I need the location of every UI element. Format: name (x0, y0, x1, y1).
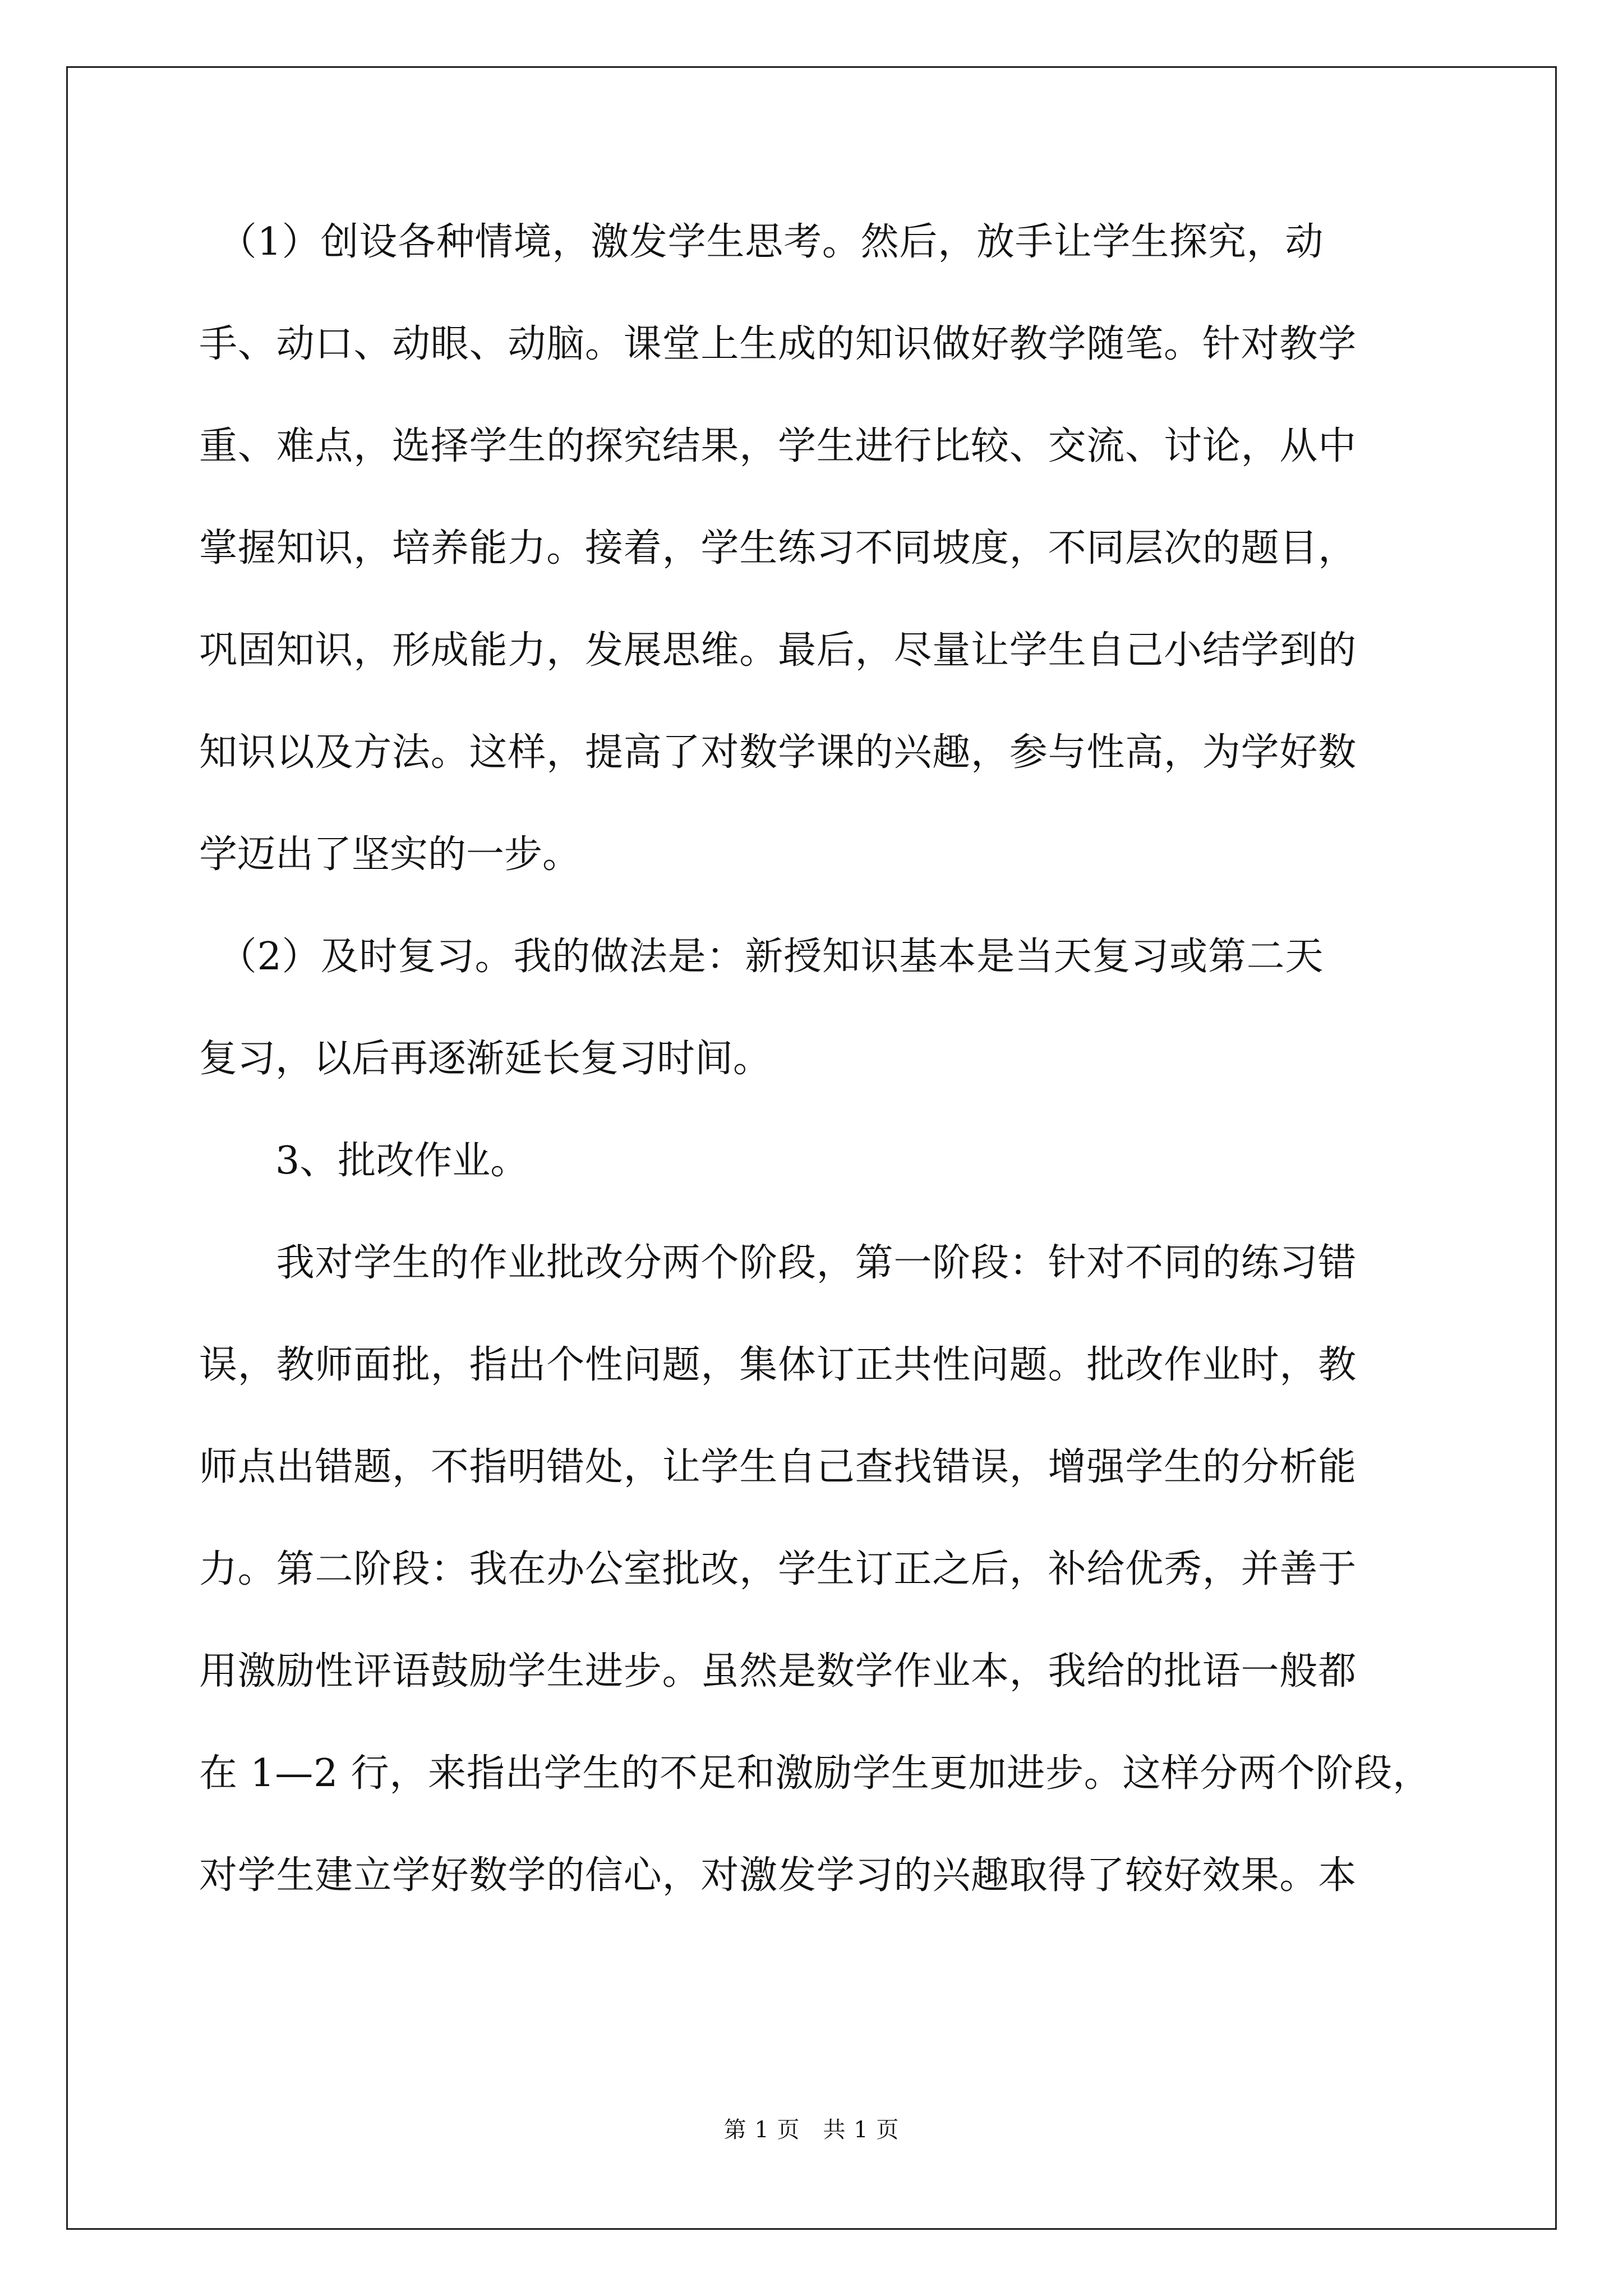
text-line: 复习，以后再逐渐延长复习时间。 (199, 1037, 772, 1081)
section-heading: 3、批改作业。 (199, 1139, 529, 1183)
text-line: 用激励性评语鼓励学生进步。虽然是数学作业本，我给的批语一般都 (199, 1649, 1357, 1694)
document-body (199, 220, 1431, 1959)
text-line: （1）创设各种情境，激发学生思考。然后，放手让学生探究，动 (199, 220, 1324, 264)
text-line: 误，教师面批，指出个性问题，集体订正共性问题。批改作业时，教 (199, 1343, 1357, 1387)
text-line: 巩固知识，形成能力，发展思维。最后，尽量让学生自己小结学到的 (199, 628, 1357, 673)
text-line: 对学生建立学好数学的信心，对激发学习的兴趣取得了较好效果。本 (199, 1853, 1357, 1898)
text-line: 重、难点，选择学生的探究结果，学生进行比较、交流、讨论，从中 (199, 424, 1357, 468)
text-line: 我对学生的作业批改分两个阶段，第一阶段：针对不同的练习错 (199, 1241, 1357, 1285)
text-line: 掌握知识，培养能力。接着，学生练习不同坡度，不同层次的题目， (199, 526, 1357, 570)
page-number-footer: 第 1 页 共 1 页 (723, 2117, 900, 2143)
text-line: 在 1—2 行，来指出学生的不足和激励学生更加进步。这样分两个阶段， (199, 1751, 1431, 1796)
text-line: （2）及时复习。我的做法是：新授知识基本是当天复习或第二天 (199, 935, 1324, 979)
text-line: 手、动口、动眼、动脑。课堂上生成的知识做好教学随笔。针对教学 (199, 322, 1357, 366)
text-line: 力。第二阶段：我在办公室批改，学生订正之后，补给优秀，并善于 (199, 1547, 1357, 1591)
text-line: 知识以及方法。这样，提高了对数学课的兴趣，参与性高，为学好数 (199, 730, 1357, 775)
text-line: 学迈出了坚实的一步。 (199, 832, 581, 877)
text-line: 师点出错题，不指明错处，让学生自己查找错误，增强学生的分析能 (199, 1445, 1357, 1489)
